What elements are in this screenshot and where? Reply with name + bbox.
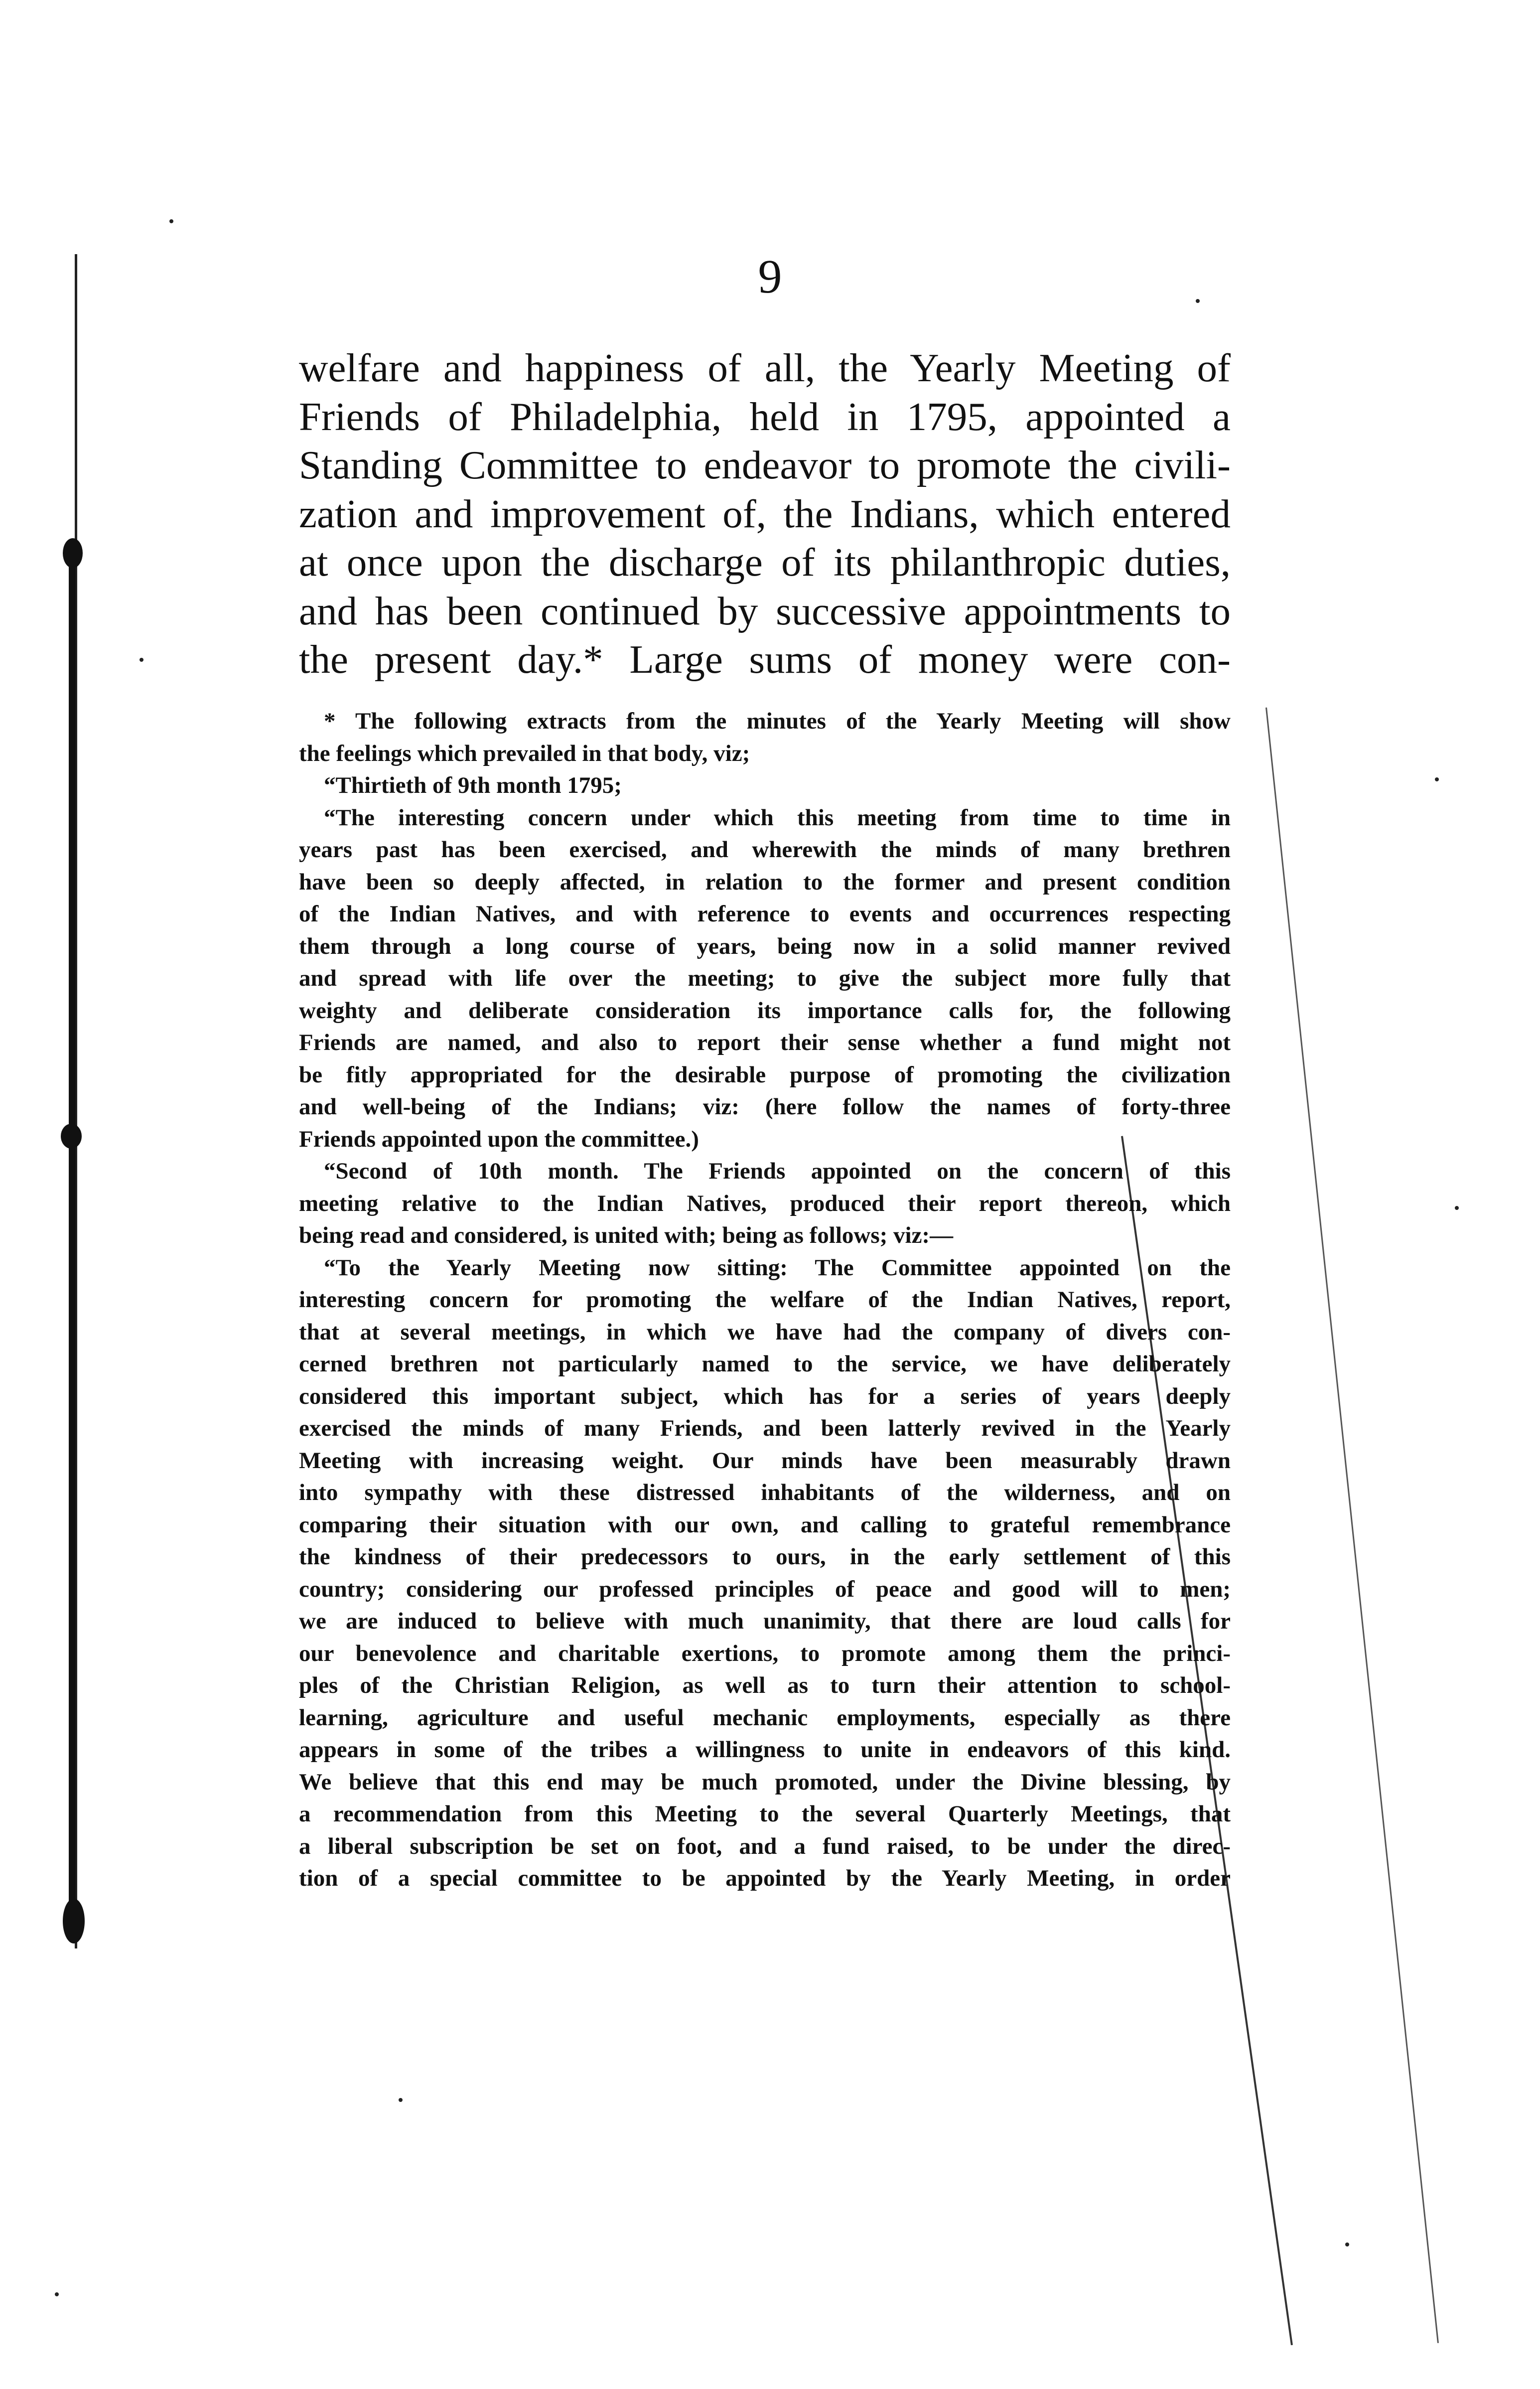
footnote-line: learning, agriculture and useful mechanic employments, especially as there (299, 1704, 1231, 1731)
speck-artifact (55, 2292, 59, 2296)
footnote-line: be fitly appropriated for the desirable purpose of promoting the civilization (299, 1061, 1231, 1088)
crease-line-artifact (1265, 708, 1439, 2343)
footnote-line: appears in some of the tribes a willingness to unite in endeavors of this kind. (299, 1737, 1231, 1763)
footnote (299, 705, 1231, 1895)
footnote-line: of the Indian Natives, and with reference to events and occurrences respecting (299, 901, 1231, 927)
ink-blot-artifact (61, 1124, 82, 1149)
footnote-line: weighty and deliberate consideration its importance calls for, the following (299, 997, 1231, 1024)
footnote-line: considered this important subject, which has for a series of years deeply (299, 1383, 1231, 1409)
speck-artifact (1455, 1206, 1459, 1210)
footnote-line: “To the Yearly Meeting now sitting: The Committee appointed on the (324, 1254, 1231, 1281)
footnote-line: tion of a special committee to be appointed by the Yearly Meeting, in order (299, 1865, 1231, 1891)
speck-artifact (1345, 2242, 1349, 2246)
speck-artifact (140, 658, 143, 662)
speck-artifact (169, 219, 173, 223)
ink-blot-artifact (63, 538, 83, 568)
footnote-line: “Thirtieth of 9th month 1795; (324, 772, 622, 798)
ink-blot-artifact (63, 1899, 85, 1943)
footnote-line: * The following extracts from the minutes of the Yearly Meeting will show (324, 708, 1231, 734)
body-line: Standing Committee to endeavor to promote the civili- (299, 443, 1231, 487)
footnote-line: into sympathy with these distressed inhabitants of the wilderness, and on (299, 1480, 1231, 1505)
footnote-line: and well-being of the Indians; viz: (here follow the names of forty-three (299, 1094, 1231, 1120)
footnote-line: the feelings which prevailed in that body, viz; (299, 740, 750, 766)
footnote-line: Friends are named, and also to report their sense whether a fund might not (299, 1030, 1231, 1055)
footnote-line: We believe that this end may be much promoted, under the Divine blessing, by (299, 1769, 1231, 1795)
speck-artifact (1435, 777, 1439, 781)
footnote-line: the kindness of their predecessors to ours, in the early settlement of this (299, 1544, 1231, 1570)
footnote-line: country; considering our professed principles of peace and good will to men; (299, 1576, 1231, 1602)
body-line: Friends of Philadelphia, held in 1795, appointed a (299, 394, 1231, 439)
margin-binding-artifact (69, 543, 76, 1939)
body-line: at once upon the discharge of its philanthropic duties, (299, 540, 1231, 585)
footnote-line: them through a long course of years, being now in a solid manner revived (299, 933, 1231, 959)
page-number: 9 (758, 250, 782, 303)
footnote-line: “The interesting concern under which this meeting from time to time in (324, 804, 1231, 831)
footnote-line: years past has been exercised, and wherewith the minds of many brethren (299, 837, 1231, 863)
body-line: and has been continued by successive appointments to (299, 588, 1231, 633)
body-line: zation and improvement of, the Indians, which entered (299, 491, 1231, 536)
footnote-line: Friends appointed upon the committee.) (299, 1126, 699, 1152)
footnote-line: interesting concern for promoting the welfare of the Indian Natives, report, (299, 1287, 1231, 1313)
footnote-line: being read and considered, is united with; being as follows; viz:— (299, 1222, 954, 1248)
footnote-line: that at several meetings, in which we have had the company of divers con- (299, 1319, 1231, 1345)
footnote-line: our benevolence and charitable exertions, to promote among them the princi- (299, 1640, 1231, 1666)
footnote-line: comparing their situation with our own, and calling to grateful remembrance (299, 1511, 1231, 1538)
body-line: the present day.* Large sums of money were con- (299, 637, 1231, 682)
footnote-line: ples of the Christian Religion, as well as to turn their attention to school- (299, 1672, 1231, 1698)
footnote-line: a liberal subscription be set on foot, and a fund raised, to be under the direc- (299, 1833, 1231, 1859)
footnote-line: and spread with life over the meeting; to give the subject more fully that (299, 965, 1231, 991)
body-paragraph (299, 344, 1231, 684)
speck-artifact (399, 2098, 403, 2102)
body-line: welfare and happiness of all, the Yearly Meeting of (299, 345, 1231, 390)
footnote-line: cerned brethren not particularly named to the service, we have deliberately (299, 1351, 1231, 1377)
footnote-line: we are induced to believe with much unanimity, that there are loud calls for (299, 1608, 1231, 1634)
footnote-line: a recommendation from this Meeting to the several Quarterly Meetings, that (299, 1801, 1231, 1827)
footnote-line: “Second of 10th month. The Friends appointed on the concern of this (324, 1158, 1231, 1184)
footnote-line: Meeting with increasing weight. Our minds have been measurably drawn (299, 1447, 1231, 1474)
footnote-line: meeting relative to the Indian Natives, produced their report thereon, which (299, 1190, 1231, 1216)
footnote-line: exercised the minds of many Friends, and been latterly revived in the Yearly (299, 1415, 1231, 1441)
footnote-line: have been so deeply affected, in relation to the former and present condition (299, 869, 1231, 895)
